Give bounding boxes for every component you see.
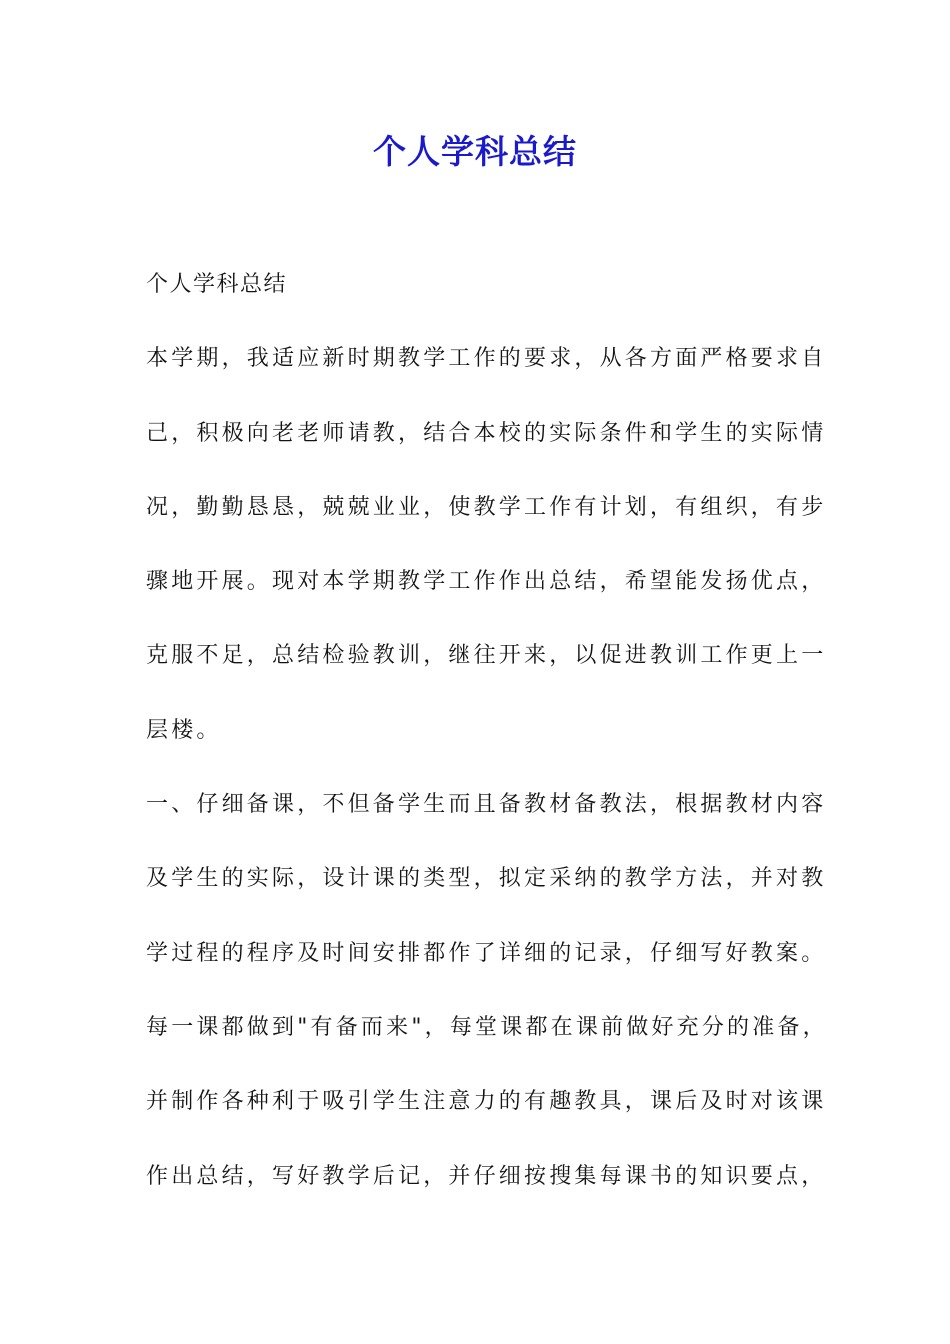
document-title: 个人学科总结 (373, 132, 577, 171)
body-line-1: 本学期，我适应新时期教学工作的要求，从各方面严格要求自 (146, 346, 827, 372)
body-line-2: 己，积极向老老师请教，结合本校的实际条件和学生的实际情 (146, 420, 827, 446)
body-line-5: 克服不足，总结检验教训，继往开来，以促进教训工作更上一 (146, 643, 827, 669)
body-line-3: 况，勤勤恳恳，兢兢业业，使教学工作有计划，有组织，有步 (146, 494, 827, 520)
body-line-12: 作出总结，写好教学后记，并仔细按搜集每课书的知识要点， (146, 1163, 827, 1189)
document-body (146, 264, 828, 1230)
body-line-6: 层楼。 (146, 717, 222, 743)
body-line-8: 及学生的实际，设计课的类型，拟定采纳的教学方法，并对教 (146, 866, 827, 892)
body-line-11: 并制作各种利于吸引学生注意力的有趣教具，课后及时对该课 (146, 1089, 827, 1115)
body-subtitle: 个人学科总结 (146, 272, 288, 297)
body-line-9: 学过程的程序及时间安排都作了详细的记录，仔细写好教案。 (146, 940, 827, 966)
body-line-7: 一、仔细备课，不但备学生而且备教材备教法，根据教材内容 (146, 792, 827, 818)
body-line-10: 每一课都做到"有备而来"，每堂课都在课前做好充分的准备， (146, 1014, 828, 1040)
body-line-4: 骤地开展。现对本学期教学工作作出总结，希望能发扬优点， (146, 569, 827, 595)
